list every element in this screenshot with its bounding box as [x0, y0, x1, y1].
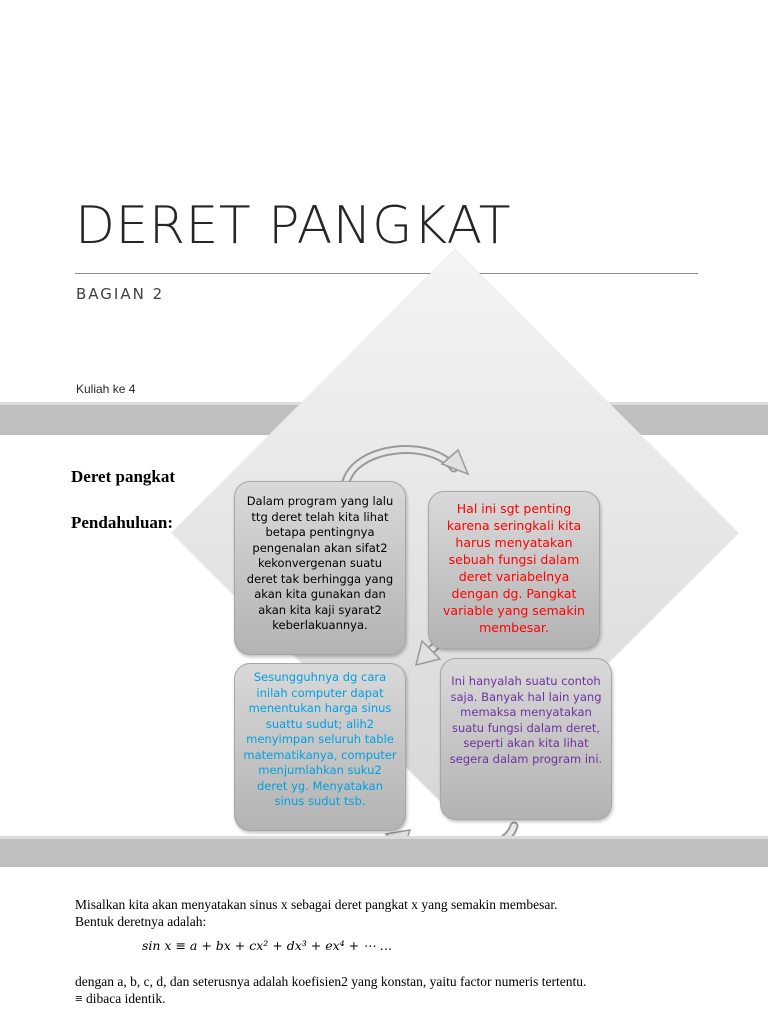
title-divider	[75, 273, 698, 274]
section-subheading: Pendahuluan:	[71, 513, 174, 532]
slide-separator-bottom	[0, 836, 768, 867]
body-line-1: Misalkan kita akan menyatakan sinus x sebagai deret pangkat x yang semakin membesar.	[75, 897, 558, 912]
slide-subtitle: BAGIAN 2	[76, 285, 165, 303]
cycle-box-top-left: Dalam program yang lalu ttg deret telah kita lihat betapa pentingnya pengenalan akan sifat2 kekonvergenan suatu deret tak berhingga yang akan kita gunakan dan akan kita kaji syarat2 keberlakuannya.	[234, 481, 406, 655]
cycle-box-bottom-left: Sesungguhnya dg cara inilah computer dapat menentukan harga sinus suattu sudut; alih2 menyimpan seluruh table matematikanya, computer menjumlahkan suku2 deret yg. Menyatakan sinus sudut tsb.	[234, 663, 406, 831]
cycle-box-bottom-right: Ini hanyalah suatu contoh saja. Banyak hal lain yang memaksa menyatakan suatu fungsi dalam deret, seperti akan kita lihat segera dalam program ini.	[440, 658, 612, 820]
body-line-3: dengan a, b, c, d, dan seterusnya adalah koefisien2 yang konstan, yaitu factor numeris tertentu.	[75, 974, 587, 989]
body-line-4: ≡ dibaca identik.	[75, 991, 166, 1006]
slide-title: DERET PANGKAT	[75, 196, 511, 256]
section-heading: Deret pangkat	[71, 467, 176, 486]
meeting-label: Kuliah ke 4	[76, 382, 136, 396]
sine-series-formula: sin x ≡ a + bx + cx² + dx³ + ex⁴ + ⋯ …	[142, 938, 393, 953]
cycle-box-top-right: Hal ini sgt penting karena seringkali kita harus menyatakan sebuah fungsi dalam deret variabelnya dengan dg. Pangkat variable yang semakin membesar.	[428, 491, 600, 649]
body-line-2: Bentuk deretnya adalah:	[75, 914, 207, 929]
